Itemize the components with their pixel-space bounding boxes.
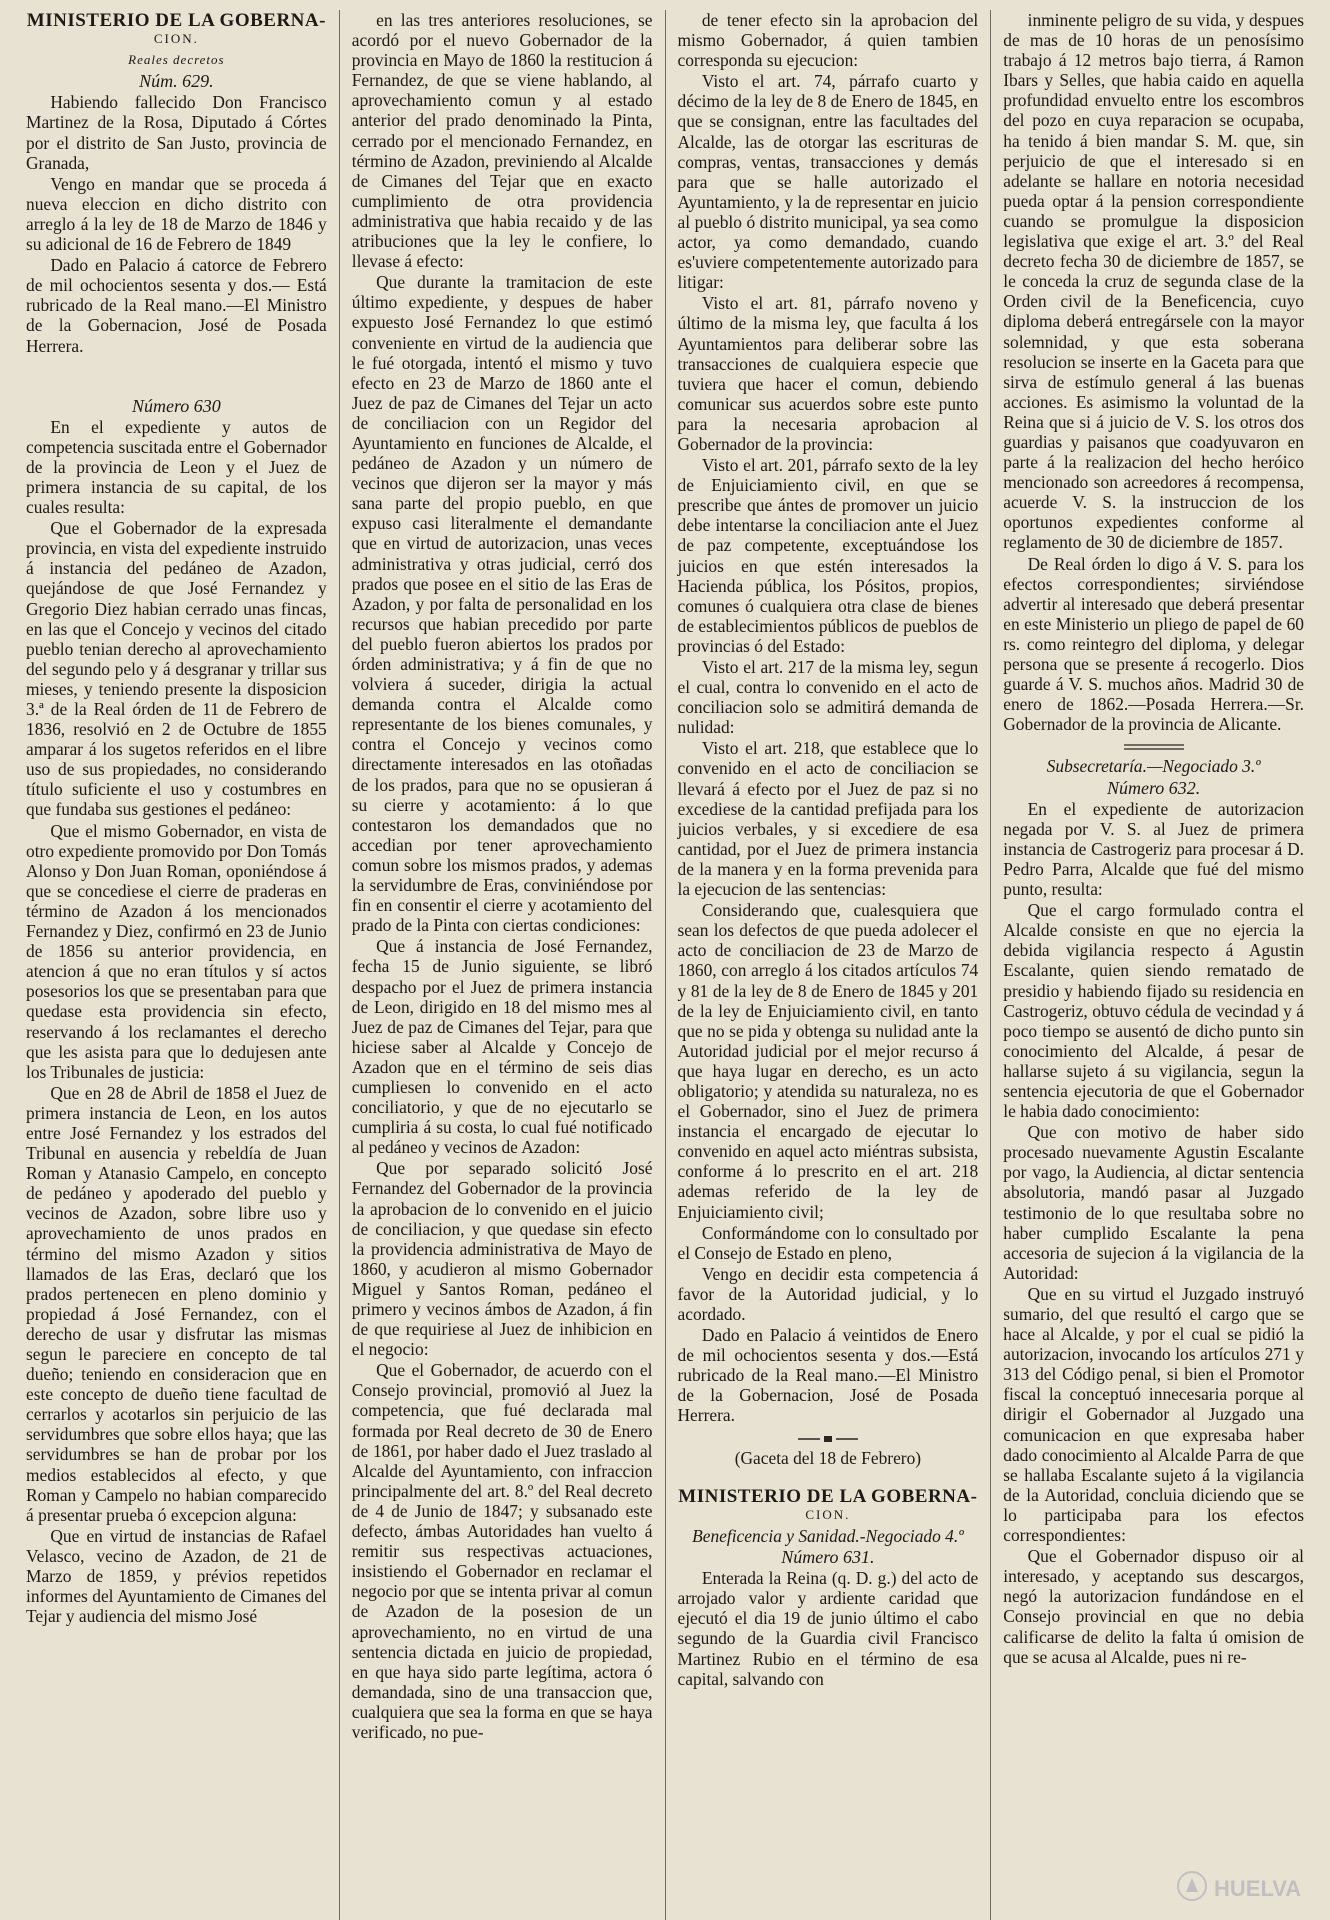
- decree-632-para-5: Que el Gobernador dispuso oir al interesado, y aceptando sus descargos, negó la autorizacion fundándose en el Consejo provincial en que no debia calificarse de delito la falta ú omision de que se acusa al Alcalde, pues ni re-: [1003, 1546, 1304, 1667]
- col3-para-6: Visto el art. 218, que establece que lo convenido en el acto de conciliacion se llevará á efecto por el Juez de paz si no excediese de la cantidad prefijada para los juicios verbales, y si excediere de esa cantidad, por el Juez de primera instancia de la manera y en la forma prevenida para la ejecucion de las sentencias:: [677, 738, 979, 900]
- ministry-heading: MINISTERIO DE LA GOBERNA- CION.: [26, 10, 326, 47]
- col2-para-1: en las tres anteriores resoluciones, se acordó por el nuevo Gobernador de la provincia en Mayo de 1860 la restitucion á Fernandez, de que se viene hablando, al aprovechamiento comun y al estado anterior del prado denominado la Pinta, cerrado por el mencionado Fernandez, en término de Azadon, previniendo al Alcalde de Cimanes del Tejar que en exacto cumplimiento de otra providencia administrativa que habia recaido y de las atribuciones que la ley le confiere, lo llevase á efecto:: [351, 10, 653, 272]
- column-2: [339, 10, 665, 1920]
- col2-para-2: Que durante la tramitacion de este último expediente, y despues de haber expuesto José Fernandez lo que estimó conveniente en virtud de la audiencia que le fué otorgada, intentó el mismo y tuvo efecto en 23 de Marzo de 1860 ante el Juez de paz de Cimanes del Tejar un acto de conciliacion con un Regidor del Ayuntamiento en funciones de Alcalde, el pedáneo de Azadon y un número de vecinos que dijeron ser la mayor y más sana parte del propio pueblo, en que expuso casi literalmente el demandante que en virtud de autorizacion, unas veces administrativa y otras judicial, cerró dos prados que posee en el sitio de las Eras de Azadon, y por falta de personalidad en los recursos que habian precedido por parte del pueblo fueron abiertos los prados por órden administrativa; y á fin de que no volviera á suceder, dirigia la actual demanda contra el Alcalde como representante de los bienes comunales, y contra el Concejo y vecinos como directamente interesados en las otoñadas de los prados, para que no se opusieran á su cierre y acotamiento: á lo que contestaron los demandados que no accedian por tener aprovechamiento comun sobre los mismos prados, y ademas la servidumbre de Eras, conviniéndose por fin en consentir el cierre y acotamiento del prado de la Pinta con ciertas condiciones:: [351, 272, 653, 936]
- spacer: [26, 356, 327, 396]
- col2-para-3: Que á instancia de José Fernandez, fecha 15 de Junio siguiente, se libró despacho por el Juez de primera instancia de Leon, dirigido en 18 del mismo mes al Juez de paz de Cimanes del Tejar, para que hiciese saber al Alcalde y Concejo de Azadon que en el término de seis dias cumpliesen lo convenido en el acto conciliatorio, y que de no ejecutarlo se cumpliria á su costa, lo cual fué notificado al pedáneo y vecinos de Azadon:: [351, 936, 653, 1158]
- section-heading-2: Beneficencia y Sanidad.-Negociado 4.º: [692, 1525, 964, 1546]
- col4-para-1: inminente peligro de su vida, y despues de mas de 10 horas de un penosísimo trabajo á 12 metros bajo tierra, á Ramon Ibars y Selles, que habia caido en aquella profundidad envuelto entre los escombros del pozo en cuya reparacion se ocupaba, ha tenido á bien mandar S. M. que, sin perjuicio de que el interesado si en adelante se hallare en notoria necesidad pueda optar á la pension correspondiente cuando se promulgue la disposicion legislativa que exige el art. 3.º del Real decreto fecha 30 de diciembre de 1857, se le conceda la cruz de segunda clase de la Orden civil de la Beneficencia, cuyo diploma deberá entregársele con la mayor solemnidad, y que esta soberana resolucion se inserte en la Gaceta para que sirva de estímulo general á las buenas acciones. Es asimismo la voluntad de la Reina que si á juicio de V. S. los otros dos guardias y paisanos que coadyuvaron en parte á la realizacion del hecho heróico mencionado son acreedores á recompensa, acuerde V. S. la instruccion de los oportunos expedientes conforme al reglamento de 30 de diciembre de 1857.: [1003, 10, 1304, 553]
- col3-para-2: Visto el art. 74, párrafo cuarto y décimo de la ley de 8 de Enero de 1845, en que se consignan, entre las facultades del Alcalde, las de otorgar las escrituras de compras, ventas, transacciones y demás para que se halle autorizado el Ayuntamiento, y la de representar en juicio al pueblo ó distrito municipal, ya sea como actor, ya como demandado, cuando es'uviere competentemente autorizado para litigar:: [677, 71, 979, 293]
- decree-number-631: Número 631.: [781, 1547, 875, 1568]
- col3-para-3: Visto el art. 81, párrafo noveno y último de la misma ley, que faculta á los Ayuntamientos para deliberar sobre las transacciones de cualquiera especie que tuviera que hacer el comun, debiendo comunicar sus acuerdos sobre este punto para la necesaria aprobacion al Gobernador de la provincia:: [677, 293, 979, 454]
- ornament-divider: [678, 1427, 979, 1447]
- decree-632-para-1: En el expediente de autorizacion negada por V. S. al Juez de primera instancia de Castrogeriz para procesar á D. Pedro Parra, Alcalde que fué del mismo punto, resulta:: [1003, 798, 1304, 900]
- decree-629-para-2: Vengo en mandar que se proceda á nueva eleccion en dicho distrito con arreglo á la ley de 18 de Marzo de 1846 y su adicional de 16 de Febrero de 1849: [26, 173, 327, 255]
- section-heading-3: Subsecretaría.—Negociado 3.º: [1046, 756, 1261, 777]
- col4-para-2: De Real órden lo digo á V. S. para los efectos correspondientes; sirviéndose advertir al interesado que deberá presentar en este Ministerio un pliego de papel de 60 rs. como reintegro del diploma, y delegar persona que se presente á recogerlo. Dios guarde á V. S. muchos años. Madrid 30 de enero de 1862.—Posada Herrera.—Sr. Gobernador de la provincia de Alicante.: [1003, 553, 1304, 735]
- col2-para-5: Que el Gobernador, de acuerdo con el Consejo provincial, promovió al Juez la competencia, que fué declarada mal formada por Real decreto de 30 de Enero de 1861, por haber dado el Juez traslado al Alcalde del Ayuntamiento, con infraccion principalmente del art. 8.º del Real decreto de 4 de Junio de 1847; y subsanado este defecto, ámbas Autoridades han vuelto á remitir sus respectivas actuaciones, insistiendo el Gobernador en reclamar el negocio por que se intenta privar al comun de Azadon de la posesion de un aprovechamiento, no en virtud de una sentencia dictada en juicio de propiedad, en que haya sido parte legítima, actora ó demandada, sino de una transaccion que, cualquiera que sea la forma en que se haya verificado, no pue-: [351, 1360, 653, 1742]
- col3-para-4: Visto el art. 201, párrafo sexto de la ley de Enjuiciamiento civil, en que se prescribe que ántes de promover un juicio debe intentarse la conciliacion ante el Juez de paz competente, exceptuándose los juicios en que estén interesados la Hacienda pública, los Pósitos, propios, comunes ó cualquiera otra clase de bienes de establecimientos públicos de pueblos de provincias ó del Estado:: [677, 455, 979, 656]
- watermark-text: HUELVA: [1214, 1876, 1302, 1901]
- col2-para-4: Que por separado solicitó José Fernandez del Gobernador de la provincia la aprobacion de lo convenido en el juicio de conciliacion, y que quedase sin efecto la providencia administrativa de Mayo de 1860, y acudieron al mismo Gobernador Miguel y Santos Roman, pedáneo el primero y vecinos ámbos de Azadon, á fin de que requiriese al Juez de inhibicion en el negocio:: [351, 1158, 653, 1360]
- decree-number-630: Número 630: [131, 395, 221, 416]
- gaceta-note: (Gaceta del 18 de Febrero): [734, 1447, 922, 1468]
- archive-watermark: [1174, 1856, 1304, 1916]
- col3-para-9: Vengo en decidir esta competencia á favor de la Autoridad judicial, y lo acordado.: [677, 1263, 979, 1324]
- decree-630-para-4: Que en 28 de Abril de 1858 el Juez de primera instancia de Leon, en los autos entre José Fernandez y los estrados del Tribunal en ausencia y rebeldía de Juan Roman y Atanasio Campelo, en concepto de pedáneo y apoderado del pueblo y vecinos de Azadon, sobre libre uso y aprovechamiento de unos prados en término del mismo Azadon y sitios llamados de las Eras, declaró que los prados pertenecen en pleno dominio y propiedad á José Fernandez, con el derecho de usar y disfrutar las mismas segun le pareciere en concepto de tal dueño; teniendo en consideracion que en este concepto de dueño tiene facultad de cerrarlos y acotarlos sin perjuicio de las servidumbres que sobre ellos haya; que las servidumbres se han de probar por los medios establecidos al efecto, y que Roman y Campelo no habian comparecido á presentar prueba ó excepcion alguna:: [26, 1082, 327, 1525]
- decree-number-632: Número 632.: [1106, 777, 1201, 798]
- column-1: [14, 10, 339, 1920]
- decree-630-para-3: Que el mismo Gobernador, en vista de otro expediente promovido por Don Tomás Alonso y Don Juan Roman, oponiéndose á que se concediese el cierre de praderas en término de Azadon á los mencionados Fernandez y Diez, confirmó en 23 de Junio de 1856 su anterior providencia, en atencion á que no eran títulos y sí actos posesorios los que se presentaban para que quedase esta providencia sin efecto, reservando á los reclamantes el derecho que les asista para que lo dedujesen ante los Tribunales de justicia:: [26, 820, 327, 1082]
- decree-629-para-1: Habiendo fallecido Don Francisco Martinez de la Rosa, Diputado á Córtes por el distrito de San Justo, provincia de Granada,: [26, 92, 327, 173]
- col3-para-10: Dado en Palacio á veintidos de Enero de mil ochocientos sesenta y dos.—Está rubricado de la Real mano.—El Ministro de la Gobernacion, José de Posada Herrera.: [677, 1325, 979, 1426]
- decree-632-para-4: Que en su virtud el Juzgado instruyó sumario, del que resultó el cargo que se hace al Alcalde, y por el cual se pidió la autorizacion, invocando los artículos 271 y 313 del Código penal, si bien el Promotor fiscal la conceptuó innecesaria porque al dirigir el Gobernador al Juzgado una comunicacion en que expresaba haber dado conocimiento al Alcalde Parra de que se hallaba Escalante sujeto á la vigilancia de la Autoridad, concluia diciendo que se lo participaba para los efectos correspondientes:: [1003, 1283, 1304, 1546]
- col3-para-8: Conformándome con lo consultado por el Consejo de Estado en pleno,: [677, 1222, 979, 1263]
- col3-para-5: Visto el art. 217 de la misma ley, segun el cual, contra lo convenido en el acto de conciliacion solo se admitirá demanda de nulidad:: [677, 657, 979, 738]
- decree-632-para-3: Que con motivo de haber sido procesado nuevamente Agustin Escalante por vago, la Audiencia, al dictar sentencia absolutoria, mandó pasar al Juzgado testimonio de lo que resultaba sobre no haber cumplido Escalante la pena accesoria de sujecion á la vigilancia de la Autoridad:: [1003, 1122, 1304, 1283]
- ornament-icon: [1124, 743, 1184, 751]
- decree-631-para-1: Enterada la Reina (q. D. g.) del acto de arrojado valor y ardiente caridad que ejecutó el dia 19 de junio último el cabo segundo de la Guardia civil Francisco Martinez Rubio en el término de esa capital, salvando con: [677, 1568, 979, 1689]
- ministry-heading-2: MINISTERIO DE LA GOBERNA- CION.: [678, 1485, 978, 1522]
- column-3: [665, 10, 991, 1920]
- decree-629-para-3: Dado en Palacio á catorce de Febrero de mil ochocientos sesenta y dos.— Está rubricado de la Real mano.—El Ministro de la Gobernacion, José de Posada Herrera.: [26, 255, 327, 356]
- decree-630-para-2: Que el Gobernador de la expresada provincia, en vista del expediente instruido á instancia del pedáneo de Azadon, quejándose de que José Fernandez y Gregorio Diez habian cerrado unas fincas, en las que el Concejo y vecinos del citado pueblo tenian derecho al aprovechamiento del segundo pelo y á desgranar y trillar sus mieses, y teniendo presente la disposicion 3.ª de la Real órden de 11 de Febrero de 1836, resolvió en 2 de Octubre de 1855 amparar á los sugetos referidos en el libre uso de sus propiedades, no considerando título suficiente el uso y costumbres en que fundaba sus gestiones el pedáneo:: [26, 518, 327, 820]
- ornament-divider-2: [1003, 735, 1304, 755]
- decree-630-para-1: En el expediente y autos de competencia suscitada entre el Gobernador de la provincia de Leon y el Juez de primera instancia de su capital, de los cuales resulta:: [26, 416, 327, 518]
- ornament-icon: [798, 1435, 858, 1443]
- decree-630-para-5: Que en virtud de instancias de Rafael Velasco, vecino de Azadon, de 21 de Marzo de 1859, y prévios repetidos informes del Ayuntamiento de Cimanes del Tejar y audiencia del mismo José: [26, 1525, 327, 1627]
- spacer: [678, 1468, 979, 1486]
- col3-para-7: Considerando que, cualesquiera que sean los defectos de que pueda adolecer el acto de conciliacion de 23 de Marzo de 1860, con arreglo á los citados artículos 74 y 81 de la ley de 8 de Enero de 1845 y 201 de la ley de Enjuiciamiento civil, en tanto que no se pida y obtenga su nulidad ante la Autoridad judicial por el mejor recurso á que haya lugar en derecho, es un acto obligatorio; y atendida su naturaleza, no es el Gobernador, sino el Juez de primera instancia el encargado de ejecutar lo convenido en aquel acto miéntras subsista, conforme á lo prescrito en el art. 218 ademas referido de la ley de Enjuiciamiento civil;: [677, 900, 979, 1222]
- decree-number-629: Núm. 629.: [139, 71, 214, 92]
- col3-para-1: de tener efecto sin la aprobacion del mismo Gobernador, á quien tambien corresponda su ejecucion:: [677, 10, 979, 71]
- decree-632-para-2: Que el cargo formulado contra el Alcalde consiste en que no ejercia la debida vigilancia respecto á Agustin Escalante, quien siendo rematado de presidio y habiendo fijado su residencia en Castrogeriz, obtuvo cédula de vecindad y á poco tiempo se ausentó de dicho punto sin conocimiento del Alcalde, á pesar de hallarse sujeto á su vigilancia, segun la sentencia ejecutoria de que el Gobernador le habia dado conocimiento:: [1003, 900, 1304, 1122]
- section-heading: Reales decretos: [128, 52, 225, 68]
- column-4: [990, 10, 1316, 1920]
